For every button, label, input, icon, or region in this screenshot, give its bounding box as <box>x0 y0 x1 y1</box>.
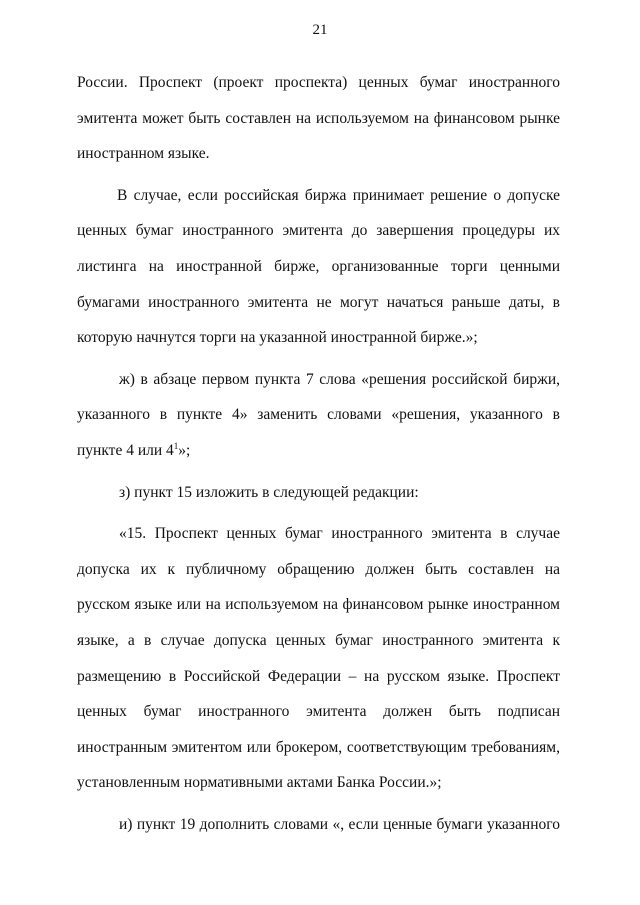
amendment-zh-text: ж) в абзаце первом пункта 7 слова «решения российской биржи, указанного в пункте 4» заменить словами «решения, указанного в пункте 4 или 4 <box>77 370 560 459</box>
document-body <box>77 65 560 842</box>
paragraph-listing-case: В случае, если российская биржа принимает решение о допуске ценных бумаг иностранного эмитента до завершения процедуры их листинга на иностранной бирже, организованные торги ценными бумагами иностранного эмитента не могут начаться раньше даты, в которую начнутся торги на указанной иностранной бирже.»; <box>77 186 560 347</box>
paragraph-item-15: «15. Проспект ценных бумаг иностранного эмитента в случае допуска их к публичному обращению должен быть составлен на русском языке или на используемом на финансовом рынке иностранном языке, а в случае допуска ценных бумаг иностранного эмитента к размещению в Российской Федерации – на русском языке. Проспект ценных бумаг иностранного эмитента должен быть подписан иностранным эмитентом или брокером, соответствующим требованиям, установленным нормативными актами Банка России.»; <box>77 525 560 792</box>
paragraph-amendment-i: и) пункт 19 дополнить словами «, если ценные бумаги указанного <box>119 815 560 833</box>
paragraph-amendment-z: з) пункт 15 изложить в следующей редакции: <box>119 483 419 501</box>
paragraph-continuation: России. Проспект (проект проспекта) ценных бумаг иностранного эмитента может быть составлен на используемом на финансовом рынке иностранном языке. <box>77 74 560 163</box>
paragraph-amendment-zh <box>77 362 560 469</box>
page-number: 21 <box>312 22 328 38</box>
superscript-one: 1 <box>173 440 179 451</box>
amendment-zh-tail: »; <box>178 441 191 459</box>
